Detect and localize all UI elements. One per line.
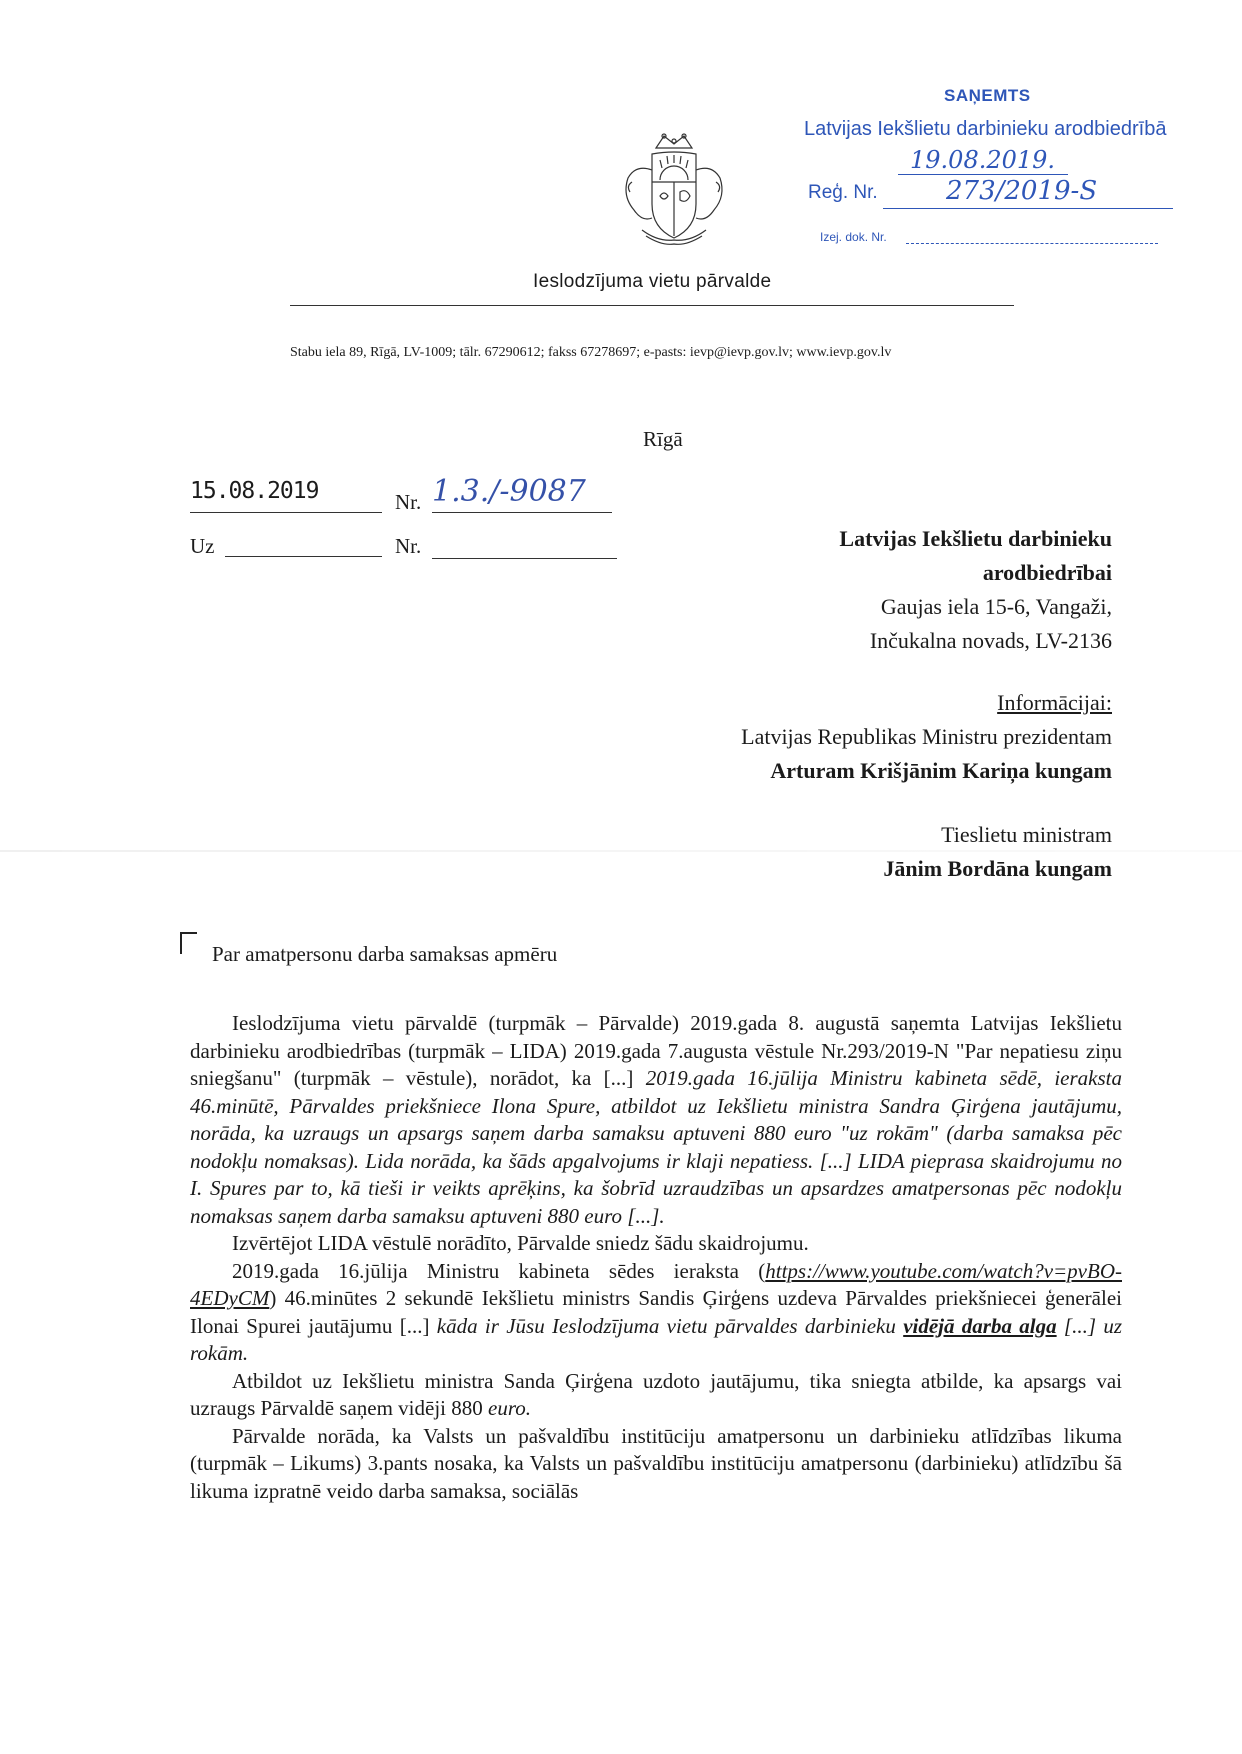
reference-nr-line [432,558,617,559]
info-header: Informācijai: [997,690,1112,715]
info-line: Latvijas Republikas Ministru prezidentam [741,724,1112,749]
stamp-reg-label: Reģ. Nr. [808,182,878,203]
header-divider [290,305,1014,306]
body-quote: [...] uz rokām. [190,1313,1123,1365]
recipient-line: Gaujas iela 15-6, Vangaži, [880,594,1112,619]
date-underline [190,512,382,513]
recipient-line: arodbiedrībai [982,560,1112,585]
body-currency: euro. [488,1396,531,1420]
recipient-block [839,522,1112,658]
recipient-line: Latvijas Iekšlietu darbinieku [839,526,1112,551]
sender-contacts: Stabu iela 89, Rīgā, LV-1009; tālr. 67290612; fakss 67278697; e-pasts: ievp@ievp.gov.lv; www.ievp.gov.lv [290,345,892,360]
minister-line: Jānim Bordāna kungam [883,856,1112,881]
stamp-reg-line [883,208,1173,209]
body-text: Ieslodzījuma vietu pārvaldē (turpmāk – Pārvalde) 2019.gada 8. augustā saņemta Latvijas Iekšlietu darbinieku arodbiedrības (turpmāk – LIDA) 2019.gada 7.augusta vēstule Nr.293/2019-N "Par nepatiesu ziņu sniegšanu" (turpmāk – vēstule), norādot, ka [...] [190,1011,1122,1090]
stamp-organization: Latvijas Iekšlietu darbinieku arodbiedrībā [804,118,1167,140]
body-text: Atbildot uz Iekšlietu ministra Sanda Ģirģena uzdoto jautājumu, tika sniegta atbilde, ka apsargs vai uzraugs Pārvaldē saņem vidēji 880 [190,1368,1122,1420]
body-text: 2019.gada 16.jūlija Ministru kabineta sēdes ieraksta ( [232,1258,766,1283]
body-paragraph [190,1258,1122,1368]
body-text: ) 46.minūtes 2 sekundē Iekšlietu ministrs Sandis Ģirģens uzdeva Pārvaldes priekšniecei ģenerālei Ilonai Spurei jautājumu [...] [190,1286,1122,1338]
reference-uz-label: Uz [190,534,215,558]
letter-body [190,1010,1122,1505]
recipient-line: Inčukalna novads, LV-2136 [869,628,1112,653]
info-block [741,686,1112,788]
stamp-date-line [898,174,1068,175]
body-paragraph: Pārvalde norāda, ka Valsts un pašvaldību institūciju amatpersonu un darbinieku atlīdzības likuma (turpmāk – Likums) 3.pants nosaka, ka Valsts un pašvaldību institūciju amatpersonu (darbinieku) atlīdzību šā likuma izpratnē veido darba samaksa, sociālās [190,1423,1122,1503]
document-nr-label: Nr. [395,490,422,514]
document-place: Rīgā [643,427,683,451]
reference-uz-line [225,556,382,557]
subject-corner-mark [180,932,197,954]
body-paragraph [190,1368,1122,1423]
sender-name: Ieslodzījuma vietu pārvalde [533,271,772,292]
document-date: 15.08.2019 [190,478,319,504]
stamp-title: SAŅEMTS [944,86,1031,105]
number-underline [432,512,612,513]
paper-fold [0,850,1242,852]
body-emphasis: vidējā darba alga [903,1313,1057,1338]
body-paragraph: Izvērtējot LIDA vēstulē norādīto, Pārvalde sniedz šādu skaidrojumu. [232,1231,809,1255]
reference-nr-label: Nr. [395,534,422,558]
video-link[interactable]: https://www.youtube.com/watch?v=pvBO-4EDyCM [190,1258,1122,1310]
latvian-coat-of-arms-icon [612,130,736,250]
minister-line: Tieslietu ministram [941,822,1112,847]
body-quote: kāda ir Jūsu Ieslodzījuma vietu pārvaldes darbinieku [436,1313,904,1338]
stamp-date: 19.08.2019. [910,146,1056,174]
stamp-outgoing-label: Izej. dok. Nr. [820,230,887,244]
minister-block [883,818,1112,886]
body-paragraph [190,1010,1122,1230]
stamp-outgoing-line [906,243,1158,244]
body-quote: 2019.gada 16.jūlija Ministru kabineta sēdē, ieraksta 46.minūtē, Pārvaldes priekšniece Ilona Spure, atbildot uz Iekšlietu ministra Sandra Ģirģena jautājumu, norāda, ka uzraugs un apsargs saņem darba samaksu aptuveni 880 euro "uz rokām" (darba samaksa pēc nodokļu nomaksas). Lida norāda, ka šāds apgalvojums ir klaji nepatiess. [...] LIDA pieprasa skaidrojumu no I. Spures par to, kā tieši ir veikts aprēķins, ka šobrīd uzraudzības un apsardzes amatpersonas pēc nodokļu nomaksas saņem darba samaksu aptuveni 880 euro [...]. [190,1066,1122,1228]
info-line: Arturam Krišjānim Kariņa kungam [770,758,1112,783]
document-number: 1.3./-9087 [432,474,586,509]
subject-line: Par amatpersonu darba samaksas apmēru [212,942,558,966]
stamp-reg-value: 273/2019-S [946,176,1098,206]
